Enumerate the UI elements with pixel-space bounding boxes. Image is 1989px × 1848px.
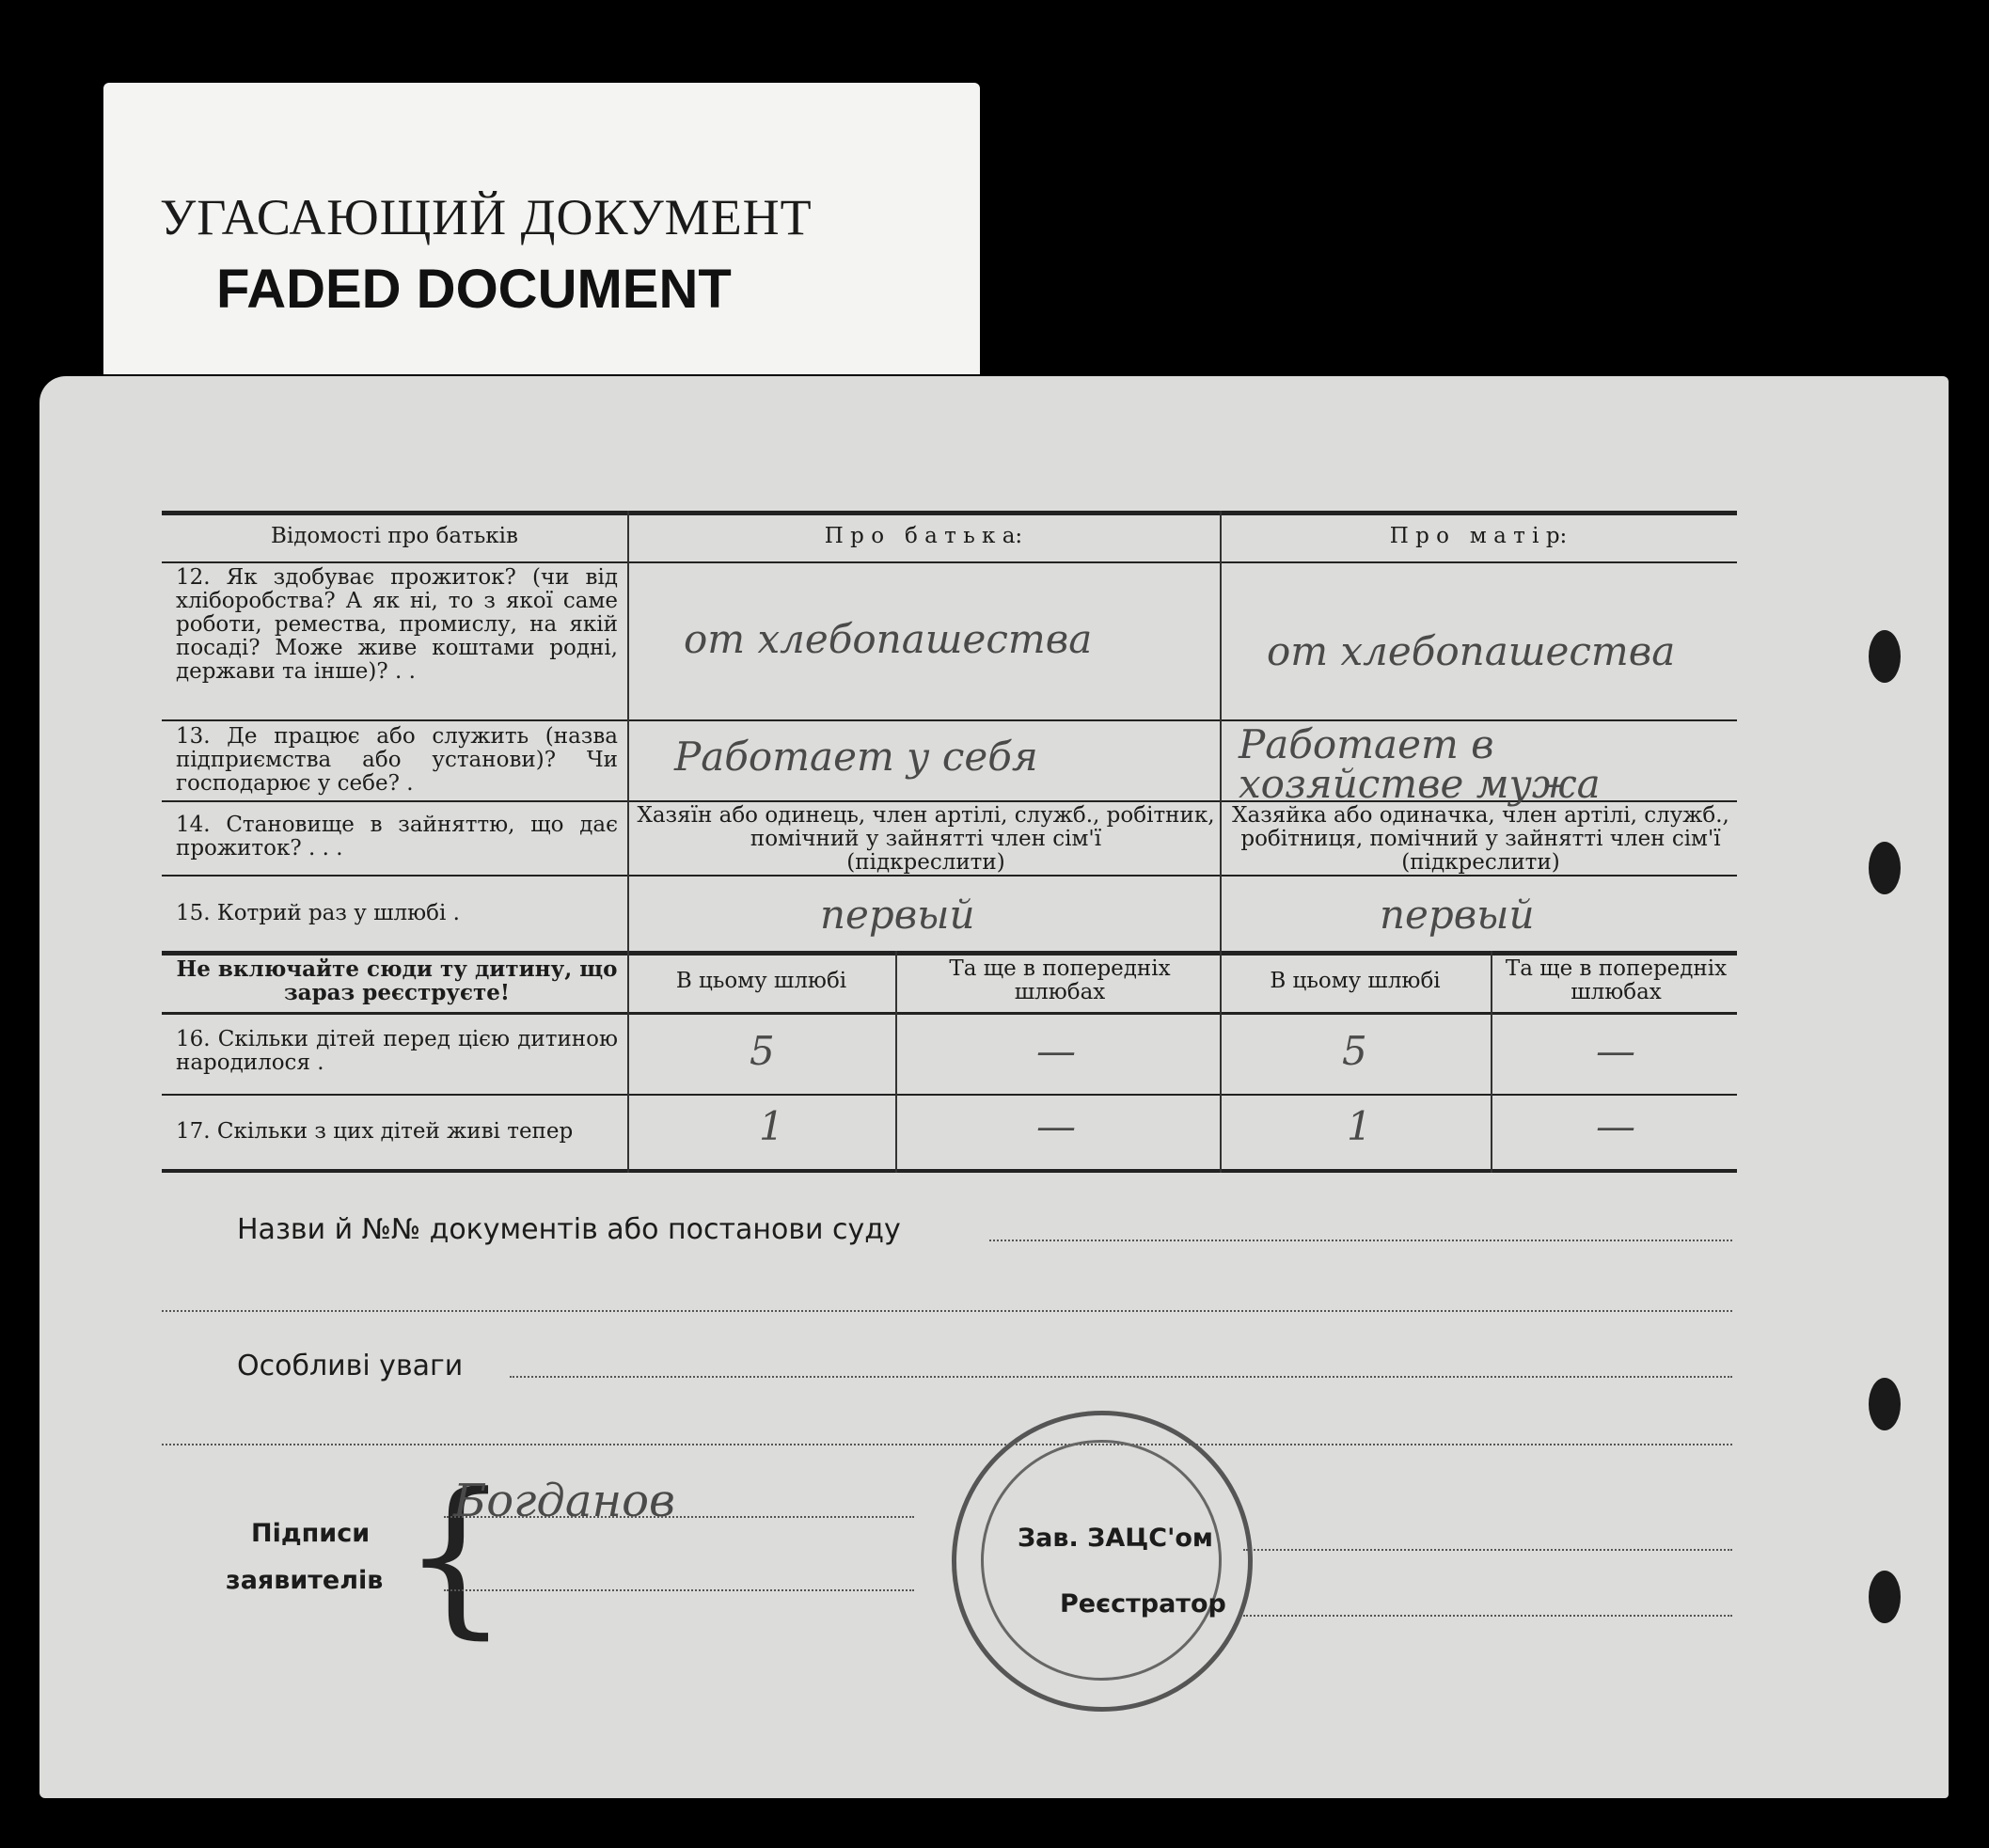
answer-14-mother-note: (підкреслити) [1401, 850, 1560, 875]
documents-line-2 [162, 1310, 1732, 1312]
punch-hole-icon [1869, 842, 1901, 894]
mother-previous-marriages-header: Та ще в попередніх шлюбах [1505, 956, 1728, 1004]
answer-13-father: Работает у себя [674, 734, 1038, 780]
answer-14-father-note: (підкреслити) [846, 850, 1005, 875]
question-17: 17. Скільки з цих дітей живі тепер [176, 1119, 574, 1144]
head-of-office-label: Зав. ЗАЦС'ом [1018, 1524, 1213, 1553]
punch-hole-icon [1869, 1378, 1901, 1430]
header-father: П р о б а т ь к а: [824, 524, 1023, 548]
flag-english-text: FADED DOCUMENT [216, 259, 732, 320]
remarks-label: Особливі уваги [237, 1350, 464, 1382]
answer-15-father: первый [820, 892, 975, 938]
children-note: Не включайте сюди ту дитину, що зараз реєструєте! [176, 956, 618, 1005]
answer-14-mother: Хазяйка або одиначка, член артілі, служб., робітниця, помічний у зайнятті член сім'ї [1232, 803, 1729, 851]
office-stamp-icon [952, 1411, 1253, 1712]
faded-document-flag [103, 83, 980, 374]
father-previous-marriages-header: Та ще в попередніх шлюбах [949, 956, 1171, 1004]
signature-line-2 [444, 1589, 914, 1591]
head-signature-line [1243, 1549, 1732, 1551]
answer-17-mother-this: 1 [1347, 1103, 1372, 1149]
answer-12-mother: от хлебопашества [1267, 628, 1676, 674]
question-12: 12. Як здобуває прожиток? (чи від хліборобства? А як ні, то з якої саме роботи, ремества, промислу, на якій посаді? Може живе коштами родні, держави та інше)? . . [176, 565, 618, 684]
header-mother: П р о м а т і р: [1389, 524, 1568, 548]
father-this-marriage-header: В цьому шлюбі [675, 969, 847, 993]
answer-15-mother: первый [1380, 892, 1535, 938]
answer-13-mother: Работает в хозяйстве мужа [1239, 721, 1601, 807]
applicant-signature: Богданов [453, 1475, 675, 1527]
answer-16-mother-prev: — [1596, 1028, 1635, 1074]
registration-form-sheet [39, 376, 1949, 1798]
question-16: 16. Скільки дітей перед цією дитиною народилося . [176, 1027, 618, 1075]
header-parents-info: Відомості про батьків [271, 524, 518, 548]
documents-label: Назви й №№ документів або постанови суду [237, 1213, 901, 1246]
punch-hole-icon [1869, 630, 1901, 683]
signatures-label-2: заявителів [226, 1566, 384, 1595]
remarks-line-2 [162, 1444, 1732, 1445]
signatures-label: Підписи [251, 1519, 371, 1548]
registrar-label: Реєстратор [1060, 1589, 1226, 1619]
flag-russian-text: УГАСАЮЩИЙ ДОКУМЕНТ [160, 189, 813, 245]
question-14: 14. Становище в зайняттю, що дає прожиток? . . . [176, 813, 618, 861]
answer-16-father-this: 5 [750, 1028, 775, 1074]
answer-17-mother-prev: — [1596, 1103, 1635, 1149]
question-15: 15. Котрий раз у шлюбі . [176, 901, 460, 925]
mother-this-marriage-header: В цьому шлюбі [1270, 969, 1441, 993]
signature-line-1 [444, 1516, 914, 1518]
punch-hole-icon [1869, 1571, 1901, 1623]
documents-line [989, 1240, 1732, 1241]
brace-icon: { [402, 1458, 510, 1654]
registrar-signature-line [1243, 1615, 1732, 1617]
answer-16-mother-this: 5 [1342, 1028, 1367, 1074]
answer-17-father-this: 1 [759, 1103, 784, 1149]
remarks-line [510, 1376, 1732, 1378]
answer-17-father-prev: — [1036, 1103, 1076, 1149]
answer-12-father: от хлебопашества [684, 616, 1093, 662]
parents-info-table [162, 511, 1737, 1310]
answer-14-father: Хазяїн або одинець, член артілі, служб., робітник, помічний у зайнятті член сім'ї [637, 803, 1215, 851]
answer-16-father-prev: — [1036, 1028, 1076, 1074]
question-13: 13. Де працює або служить (назва підприємства або установи)? Чи господарює у себе? . [176, 724, 618, 796]
